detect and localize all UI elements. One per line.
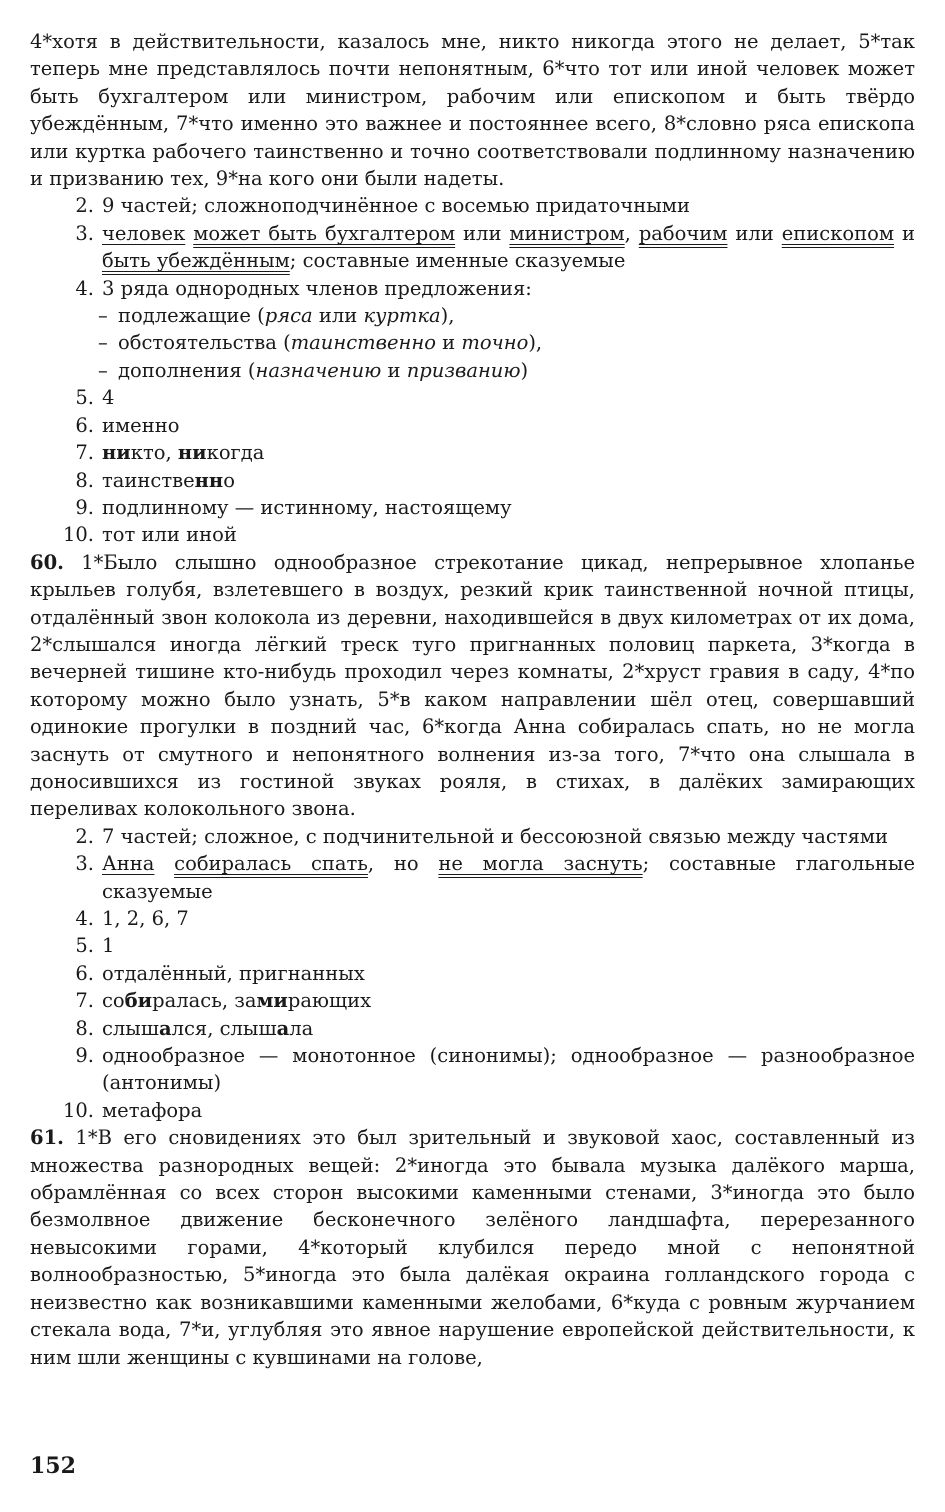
text-fragment: или (312, 304, 364, 328)
dash-marker: – (98, 304, 108, 328)
answer-item (30, 439, 915, 466)
answer-item (30, 905, 915, 932)
answer-item (30, 987, 915, 1014)
text-fragment: рающих (287, 989, 372, 1013)
italic-word: куртка (363, 304, 441, 328)
text-fragment: слыш (102, 1016, 159, 1040)
answer-number: 7. (75, 989, 94, 1013)
answer-number: 8. (75, 1016, 94, 1040)
answer-item (30, 1015, 915, 1042)
answer-text: отдалённый, пригнанных (102, 961, 365, 985)
answer-subitem (30, 329, 915, 356)
answer-subitem (30, 357, 915, 384)
predicate-phrase: не могла заснуть (438, 852, 643, 876)
italic-word: призванию (406, 358, 521, 382)
predicate-word: министром (509, 221, 625, 245)
answer-item (30, 192, 915, 219)
answer-item (30, 494, 915, 521)
answer-subitem (30, 302, 915, 329)
subject-word: человек (102, 221, 186, 245)
answer-number: 6. (75, 961, 94, 985)
exercise-number: 61. (30, 1126, 64, 1150)
italic-word: точно (461, 331, 529, 355)
text-fragment: таинстве (102, 468, 195, 492)
answer-number: 5. (75, 386, 94, 410)
answer-number: 2. (75, 824, 94, 848)
text-fragment: ; составные именные сказуемые (289, 249, 626, 273)
answer-text (102, 220, 915, 275)
text-fragment: дополнения ( (118, 358, 256, 382)
answer-text: 1, 2, 6, 7 (102, 907, 189, 930)
answer-text (102, 987, 915, 1014)
answer-number: 9. (75, 495, 94, 519)
answer-text: именно (102, 413, 180, 437)
page-number: 152 (30, 1453, 76, 1479)
answer-text (102, 1015, 915, 1042)
exercise-60-text (30, 549, 915, 823)
exercise-60-answers (30, 823, 915, 1124)
answer-text: 3 ряда однородных членов предложения: (102, 276, 532, 300)
answer-item (30, 412, 915, 439)
answer-item (30, 220, 915, 275)
exercise-59-text-continuation: 4*хотя в действительности, казалось мне, никто никогда этого не делает, 5*так теперь мне представлялось почти непонятным, 6*что тот или иной человек может быть бухгалтером или министром, рабочим или епископом и быть твёрдо убеждённым, 7*что именно это важнее и постояннее всего, 8*словно ряса епископа или куртка рабочего таинственно и точно соответствовали подлинному назначению и призванию тех, 9*на кого они были надеты. (30, 30, 915, 191)
text-fragment: ; составные глагольные сказуемые (102, 852, 915, 903)
answer-number: 3. (75, 852, 94, 876)
answer-number: 6. (75, 413, 94, 437)
answer-text: 9 частей; сложноподчинённое с восемью придаточными (102, 194, 690, 218)
answer-item (30, 1097, 915, 1124)
exercise-61-text (30, 1124, 915, 1371)
bold-fragment: ни (177, 441, 207, 465)
answer-text (102, 850, 915, 905)
answer-item (30, 275, 915, 302)
answer-item (30, 384, 915, 411)
answer-item (30, 850, 915, 905)
italic-word: таинственно (290, 331, 436, 355)
text-fragment: когда (206, 441, 265, 465)
page-content (30, 28, 915, 1371)
answer-number: 2. (75, 194, 94, 218)
answer-item (30, 521, 915, 548)
answer-item (30, 932, 915, 959)
exercise-59-answers (30, 192, 915, 548)
text-fragment: , (624, 221, 639, 245)
text-fragment: со (102, 989, 125, 1013)
answer-number: 10. (62, 523, 94, 547)
answer-text: метафора (102, 1098, 203, 1122)
text-fragment: обстоятельства ( (118, 331, 291, 355)
text-fragment: ) (520, 358, 529, 382)
text-fragment: или (455, 221, 510, 245)
text-fragment: ла (289, 1016, 314, 1040)
answer-text: 4 (102, 386, 115, 410)
answer-number: 9. (75, 1044, 94, 1068)
bold-fragment: нн (194, 468, 224, 492)
answer-text: подлинному — истинному, настоящему (102, 495, 512, 519)
answer-item (30, 467, 915, 494)
bold-fragment: а (276, 1016, 290, 1040)
text-fragment: о (223, 468, 235, 492)
answer-number: 3. (75, 221, 94, 245)
text-fragment: и (381, 358, 407, 382)
bold-fragment: а (158, 1016, 172, 1040)
answer-number: 10. (62, 1098, 94, 1122)
subject-word: Анна (102, 852, 155, 876)
predicate-phrase: собиралась спать (174, 852, 368, 876)
italic-word: назначению (255, 358, 382, 382)
text-fragment: и (894, 221, 915, 245)
exercise-number: 60. (30, 550, 64, 574)
answer-number: 8. (75, 468, 94, 492)
exercise-body: 1*Было слышно однообразное стрекотание цикад, непрерывное хлопанье крыльев голубя, взлетевшего в воздух, резкий крик таинственной ночной птицы, отдалённый звон колокола из деревни, находившейся в двух километрах от их дома, 2*слышался иногда лёгкий треск туго пригнанных половиц паркета, 3*когда в вечерней тишине кто-нибудь проходил через комнаты, 2*хруст гравия в саду, 4*по которому можно было узнать, 5*в каком направлении шёл отец, совершавший одинокие прогулки в поздний час, 6*когда Анна собиралась спать, но не могла заснуть от смутного и непонятного волнения из-за того, 7*что она слышала в доносившихся из гостиной звуках рояля, в стихах, в далёких замирающих переливах колокольного звона. (30, 550, 915, 821)
bold-fragment: би (124, 989, 153, 1013)
answer-number: 7. (75, 441, 94, 465)
text-fragment: , но (367, 852, 439, 876)
answer-item (30, 823, 915, 850)
answer-text (102, 439, 915, 466)
predicate-word: епископом (781, 221, 895, 245)
text-fragment: ралась, за (152, 989, 257, 1013)
answer-text: 7 частей; сложное, с подчинительной и бессоюзной связью между частями (102, 824, 889, 848)
answer-number: 5. (75, 934, 94, 958)
predicate-word: рабочим (638, 221, 728, 245)
predicate-phrase: может быть бухгалтером (193, 221, 456, 245)
text-fragment: лся, слыш (171, 1016, 277, 1040)
dash-marker: – (98, 358, 108, 382)
bold-fragment: ни (102, 441, 131, 465)
answer-item (30, 960, 915, 987)
answer-number: 4. (75, 907, 94, 930)
text-fragment: или (727, 221, 782, 245)
answer-text: 1 (102, 934, 115, 958)
answer-text: однообразное — монотонное (синонимы); однообразное — разнообразное (антонимы) (102, 1044, 915, 1095)
dash-marker: – (98, 331, 108, 355)
text-fragment: ), (528, 331, 543, 355)
predicate-phrase: быть убеждённым (102, 249, 290, 273)
answer-text (102, 467, 915, 494)
exercise-body: 1*В его сновидениях это был зрительный и звуковой хаос, составленный из множества разнородных вещей: 2*иногда это бывала музыка далёкого марша, обрамлённая со всех сторон высокими каменными стенами, 3*иногда это было безмолвное движение бесконечного зелёного ландшафта, перерезанного невысокими горами, 4*который клубился передо мной с непонятной волнообразностью, 5*иногда это была далёкая окраина голландского города с неизвестно как возникавшими каменными желобами, 6*куда с ровным журчанием стекала вода, 7*и, углубляя это явное нарушение европейской действительности, к ним шли женщины с кувшинами на голове, (30, 1126, 915, 1369)
answer-text: тот или иной (102, 523, 237, 547)
text-fragment: и (435, 331, 462, 355)
answer-number: 4. (75, 276, 94, 300)
bold-fragment: ми (256, 989, 288, 1013)
answer-item (30, 1042, 915, 1097)
text-fragment: ), (440, 304, 455, 328)
italic-word: ряса (264, 304, 313, 328)
text-fragment: подлежащие ( (118, 304, 265, 328)
text-fragment: кто, (130, 441, 178, 465)
